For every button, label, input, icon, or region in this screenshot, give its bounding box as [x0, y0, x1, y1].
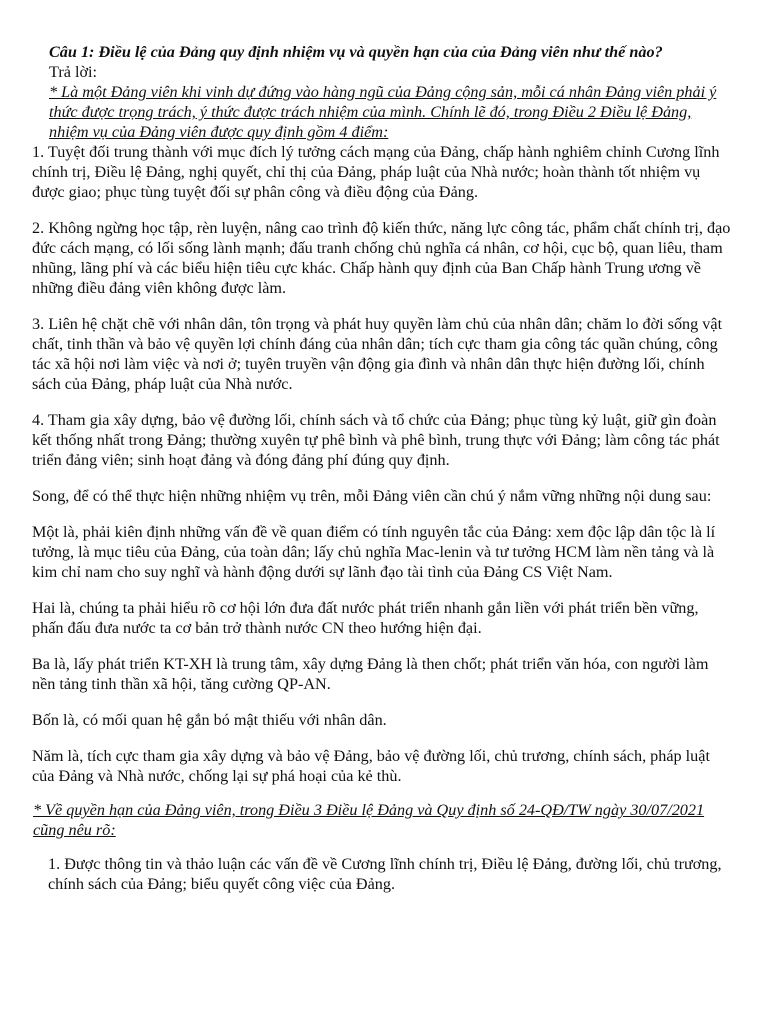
rights-item-1: 1. Được thông tin và thảo luận các vấn đề về Cương lĩnh chính trị, Điều lệ Đảng, đường lối, chủ trương, chính sách của Đảng; biểu quyết công việc của Đảng. [48, 855, 722, 893]
song-intro-paragraph: Song, để có thể thực hiện những nhiệm vụ trên, mỗi Đảng viên cần chú ý nắm vững những nội dung sau: [32, 487, 712, 505]
duty-paragraph-2: 2. Không ngừng học tập, rèn luyện, nâng cao trình độ kiến thức, năng lực công tác, phẩm chất chính trị, đạo đức cách mạng, có lối sống lành mạnh; đấu tranh chống chủ nghĩa cá nhân, cơ hội, cục bộ, quan liêu, tham nhũng, lãng phí và các biểu hiện tiêu cực khác. Chấp hành quy định của Ban Chấp hành Trung ương về những điều đảng viên không được làm. [32, 219, 731, 297]
rights-intro: * Về quyền hạn của Đảng viên, trong Điều 3 Điều lệ Đảng và Quy định số 24-QĐ/TW ngày 30/07/2021 cũng nêu rõ: [33, 801, 705, 839]
document-page [32, 42, 732, 894]
duty-paragraph-3: 3. Liên hệ chặt chẽ với nhân dân, tôn trọng và phát huy quyền làm chủ của nhân dân; chăm lo đời sống vật chất, tinh thần và bảo vệ quyền lợi chính đáng của nhân dân; tích cực tham gia công tác quần chúng, công tác xã hội nơi làm việc và nơi ở; tuyên truyền vận động gia đình và nhân dân thực hiện đường lối, chính sách của Đảng, pháp luật của Nhà nước. [32, 315, 723, 393]
question-heading: Câu 1: Điều lệ của Đảng quy định nhiệm vụ và quyền hạn của của Đảng viên như thế nào? [49, 43, 663, 61]
point-paragraph-1: Một là, phải kiên định những vấn đề về quan điểm có tính nguyên tắc của Đảng: xem độc lập dân tộc là lí tưởng, là mục tiêu của Đảng, của toàn dân; lấy chủ nghĩa Mac-lenin và tư tưởng HCM làm nền tảng và là kim chỉ nam cho suy nghĩ và hành động dưới sự lãnh đạo tài tình của Đảng CS Việt Nam. [32, 523, 716, 581]
duties-intro: * Là một Đảng viên khi vinh dự đứng vào hàng ngũ của Đảng cộng sản, mỗi cá nhân Đảng viên phải ý thức được trọng trách, ý thức được trách nhiệm của mình. Chính lẽ đó, trong Điều 2 Điều lệ Đảng, nhiệm vụ của Đảng viên được quy định gồm 4 điểm: [49, 83, 717, 141]
point-paragraph-5: Năm là, tích cực tham gia xây dựng và bảo vệ Đảng, bảo vệ đường lối, chủ trương, chính sách, pháp luật của Đảng và Nhà nước, chống lại sự phá hoại của kẻ thù. [32, 747, 710, 785]
duty-paragraph-4: 4. Tham gia xây dựng, bảo vệ đường lối, chính sách và tổ chức của Đảng; phục tùng kỷ luật, giữ gìn đoàn kết thống nhất trong Đảng; thường xuyên tự phê bình và phê bình, trung thực với Đảng; làm công tác phát triển đảng viên; sinh hoạt đảng và đóng đảng phí đúng quy định. [32, 411, 720, 469]
answer-label: Trả lời: [49, 63, 97, 81]
duty-paragraph-1: 1. Tuyệt đối trung thành với mục đích lý tưởng cách mạng của Đảng, chấp hành nghiêm chỉnh Cương lĩnh chính trị, Điều lệ Đảng, nghị quyết, chỉ thị của Đảng, pháp luật của Nhà nước; hoàn thành tốt nhiệm vụ được giao; phục tùng tuyệt đối sự phân công và điều động của Đảng. [32, 143, 720, 201]
point-paragraph-2: Hai là, chúng ta phải hiểu rõ cơ hội lớn đưa đất nước phát triển nhanh gắn liền với phát triển bền vững, phấn đấu đưa nước ta cơ bản trở thành nước CN theo hướng hiện đại. [32, 599, 699, 637]
point-paragraph-4: Bốn là, có mối quan hệ gắn bó mật thiếu với nhân dân. [32, 711, 387, 729]
point-paragraph-3: Ba là, lấy phát triển KT-XH là trung tâm, xây dựng Đảng là then chốt; phát triển văn hóa, con người làm nền tảng tinh thần xã hội, tăng cường QP-AN. [32, 655, 709, 693]
